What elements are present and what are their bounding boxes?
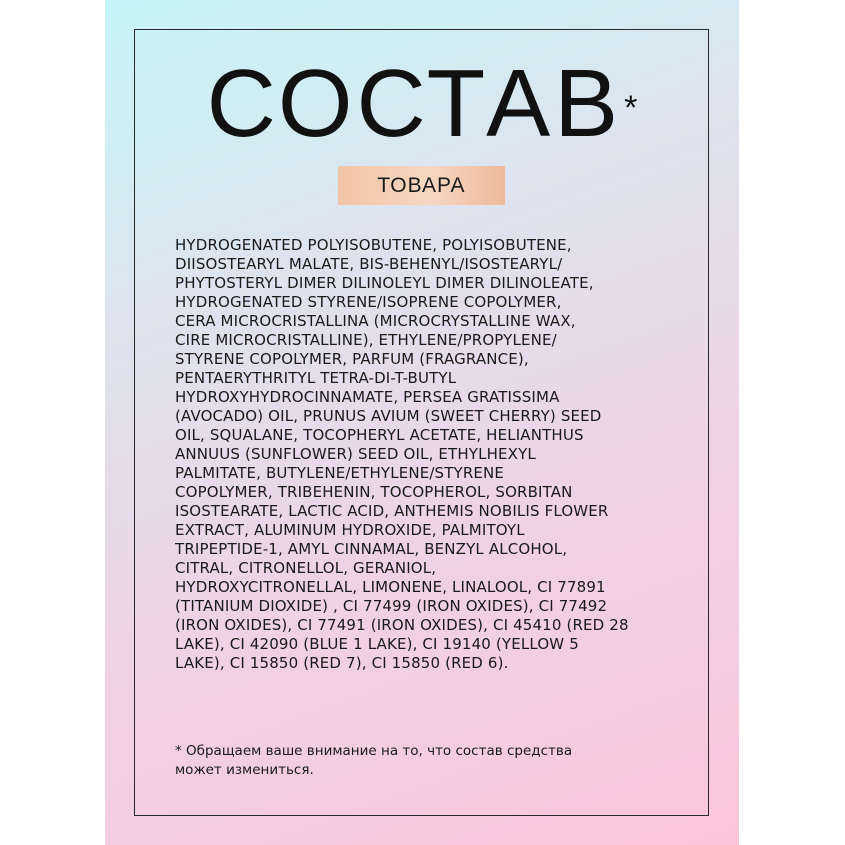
page-title: [105, 50, 739, 157]
composition-card: [105, 0, 739, 845]
subtitle-badge: ТОВАРА: [338, 166, 505, 205]
page-title-text: СОСТАВ: [206, 50, 623, 157]
footnote: * Обращаем ваше внимание на то, что состав средства может измениться.: [175, 743, 573, 778]
title-asterisk: *: [624, 89, 638, 127]
ingredients-list: HYDROGENATED POLYISOBUTENE, POLYISOBUTENE, DIISOSTEARYL MALATE, BIS-BEHENYL/ISOSTEARYL/ PHYTOSTERYL DIMER DILINOLEYL DIMER DILINOLEATE, HYDROGENATED STYRENE/ISOPRENE COPOLYMER, CERA MICROCRISTALLINA (MICROCRYSTALLINE WAX, CIRE MICROCRISTALLINE), ETHYLENE/PROPYLENE/ STYRENE COPOLYMER, PARFUM (FRAGRANCE), PENTAERYTHRITYL TETRA-DI-T-BUTYL HYDROXYHYDROCINNAMATE, PERSEA GRATISSIMA (AVOCADO) OIL, PRUNUS AVIUM (SWEET CHERRY) SEED OIL, SQUALANE, TOCOPHERYL ACETATE, HELIANTHUS ANNUUS (SUNFLOWER) SEED OIL, ETHYLHEXYL PALMITATE, BUTYLENE/ETHYLENE/STYRENE COPOLYMER, TRIBEHENIN, TOCOPHEROL, SORBITAN ISOSTEARATE, LACTIC ACID, ANTHEMIS NOBILIS FLOWER EXTRACT, ALUMINUM HYDROXIDE, PALMITOYL TRIPEPTIDE-1, AMYL CINNAMAL, BENZYL ALCOHOL, CITRAL, CITRONELLOL, GERANIOL, HYDROXYCITRONELLAL, LIMONENE, LINALOOL, CI 77891 (TITANIUM DIOXIDE) , CI 77499 (IRON OXIDES), CI 77492 (IRON OXIDES), CI 77491 (IRON OXIDES), CI 45410 (RED 28 LAKE), CI 42090 (BLUE 1 LAKE), CI 19140 (YELLOW 5 LAKE), CI 15850 (RED 7), CI 15850 (RED 6).: [175, 236, 629, 672]
